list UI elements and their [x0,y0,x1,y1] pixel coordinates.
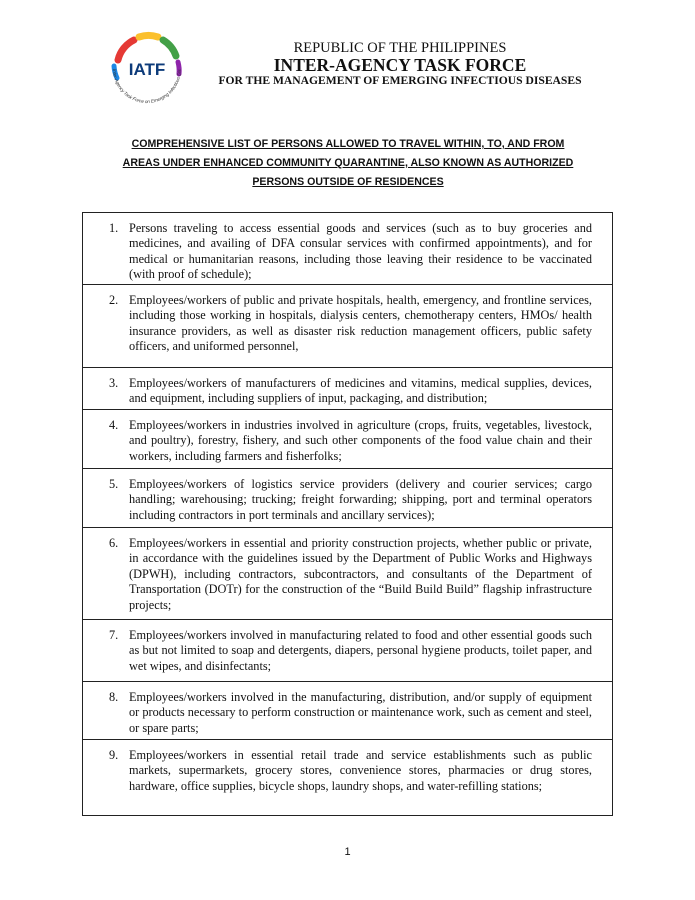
item-text: Employees/workers involved in the manufacturing, distribution, and/or supply of equipment or products necessary to perform construction or maintenance work, such as cement and steel, or spare parts; [129,690,592,735]
item-text: Employees/workers of manufacturers of medicines and vitamins, medical supplies, devices, and equipment, including suppliers of input, packaging, and distribution; [129,376,592,406]
item-number: 1. [109,221,119,235]
document-header [190,40,610,88]
item-number: 8. [109,690,119,704]
item-text: Employees/workers of logistics service providers (delivery and courier services; cargo handling; warehousing; trucking; freight forwarding; shipping, port and terminal operators including contractors in port terminals and ancillary services); [129,477,592,522]
item-number: 2. [109,293,119,307]
item-text: Employees/workers in essential and priority construction projects, whether public or private, in accordance with the guidelines issued by the Department of Public Works and Highways (DPWH), including contractors, subcontractors, and consultants of the Department of Transportation (DOTr) for the construction of the “Build Build Build” flagship infrastructure projects; [129,536,592,612]
iatf-logo [104,26,190,112]
document-title [84,135,612,192]
list-item [83,682,612,740]
item-text: Employees/workers in industries involved in agriculture (crops, fruits, vegetables, livestock, and poultry), forestry, fishery, and such other components of the food value chain and their workers, including farmers and fisherfolks; [129,418,592,463]
item-number: 5. [109,477,119,491]
title-line-3: PERSONS OUTSIDE OF RESIDENCES [252,176,444,188]
title-line-1: COMPREHENSIVE LIST OF PERSONS ALLOWED TO TRAVEL WITHIN, TO, AND FROM [131,138,565,150]
item-text: Employees/workers of public and private hospitals, health, emergency, and frontline services, including those working in hospitals, dialysis centers, chemotherapy centers, HMOs/ health insurance providers, as well as disaster risk reduction management officers, public safety officers, and uniformed personnel, [129,293,592,354]
item-text: Employees/workers involved in manufacturing related to food and other essential goods such as but not limited to soap and detergents, diapers, personal hygiene products, toilet paper, and wet wipes, and disinfectants; [129,628,592,673]
item-number: 6. [109,536,119,550]
header-republic: REPUBLIC OF THE PHILIPPINES [293,40,507,56]
page-number: 1 [344,846,351,858]
header-mandate: FOR THE MANAGEMENT OF EMERGING INFECTIOUS DISEASES [218,74,582,87]
authorized-persons-list [82,212,613,816]
logo-ring-text: Inter-Agency Task Force on Emerging Infectious Dis [111,68,183,105]
list-item [83,620,612,682]
title-line-2: AREAS UNDER ENHANCED COMMUNITY QUARANTINE, ALSO KNOWN AS AUTHORIZED [122,157,574,169]
item-text: Persons traveling to access essential goods and services (such as to buy groceries and medicines, and availing of DFA consular services with confirmed appointments), and for medical or humanitarian reasons, including those leaving their residence to be vaccinated (with proof of schedule); [129,221,592,282]
list-item [83,410,612,469]
list-item [83,528,612,620]
list-item [83,740,612,815]
item-number: 7. [109,628,119,642]
list-item [83,368,612,410]
list-item [83,469,612,528]
list-item [83,285,612,368]
list-item [83,213,612,285]
item-text: Employees/workers in essential retail trade and service establishments such as public markets, supermarkets, grocery stores, convenience stores, pharmacies or drug stores, hardware, office supplies, bicycle shops, laundry shops, and water-refilling stations; [129,748,592,793]
item-number: 4. [109,418,119,432]
logo-wordmark: IATF [128,60,166,79]
header-agency: INTER-AGENCY TASK FORCE [273,55,527,75]
item-number: 3. [109,376,119,390]
item-number: 9. [109,748,119,762]
